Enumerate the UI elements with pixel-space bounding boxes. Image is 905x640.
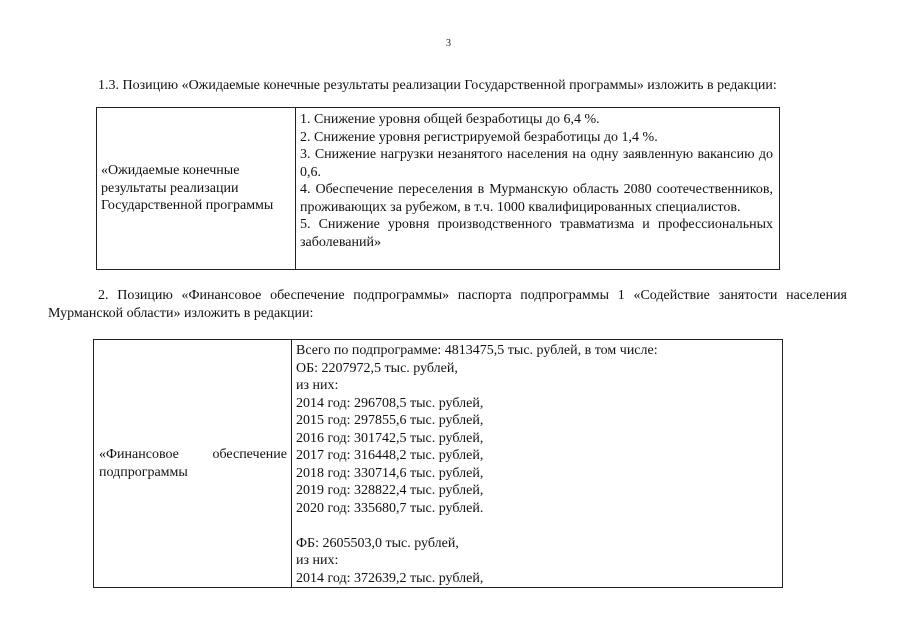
result-item-4: 4. Обеспечение переселения в Мурманскую область 2080 соотечественников, проживающих за рубежом, в т.ч. 1000 квалифицированных специалистов. xyxy=(300,182,773,215)
table-row xyxy=(94,340,783,588)
expected-results-label: «Ожидаемые конечные результаты реализации Государственной программы xyxy=(97,108,296,270)
table-row xyxy=(97,108,780,270)
ob-year-2017: 2017 год: 316448,2 тыс. рублей, xyxy=(296,448,484,463)
section-1-3-intro: 1.3. Позицию «Ожидаемые конечные результаты реализации Государственной программы» изложить в редакции: xyxy=(98,78,777,93)
result-item-3: 3. Снижение нагрузки незанятого населения на одну заявленную вакансию до 0,6. xyxy=(300,147,773,180)
result-item-2: 2. Снижение уровня регистрируемой безработицы до 1,4 %. xyxy=(300,129,658,145)
section-2-intro-text: 2. Позицию «Финансовое обеспечение подпрограммы» паспорта подпрограммы 1 «Содействие занятости населения Мурманской области» изложить в редакции: xyxy=(48,288,847,321)
expected-results-table xyxy=(96,107,780,270)
financing-fb-of-which: из них: xyxy=(296,553,339,568)
ob-year-2016: 2016 год: 301742,5 тыс. рублей, xyxy=(296,430,484,446)
result-item-5: 5. Снижение уровня производственного травматизма и профессиональных заболеваний» xyxy=(300,217,773,250)
financing-fb: ФБ: 2605503,0 тыс. рублей, xyxy=(296,535,459,551)
financing-label: «Финансовое обеспечение подпрограммы xyxy=(94,340,292,588)
financing-details xyxy=(292,340,783,588)
ob-year-2018: 2018 год: 330714,6 тыс. рублей, xyxy=(296,465,484,481)
fb-year-2014: 2014 год: 372639,2 тыс. рублей, xyxy=(296,570,484,586)
expected-results-items xyxy=(296,108,780,270)
section-2-intro xyxy=(48,287,847,323)
page-number: 3 xyxy=(446,38,451,49)
result-item-1: 1. Снижение уровня общей безработицы до 6,4 %. xyxy=(300,112,600,127)
financing-ob-of-which: из них: xyxy=(296,378,339,393)
financing-total: Всего по подпрограмме: 4813475,5 тыс. рублей, в том числе: xyxy=(296,343,658,358)
ob-year-2020: 2020 год: 335680,7 тыс. рублей. xyxy=(296,500,484,516)
financing-table xyxy=(93,339,783,588)
ob-year-2019: 2019 год: 328822,4 тыс. рублей, xyxy=(296,483,484,498)
ob-year-2014: 2014 год: 296708,5 тыс. рублей, xyxy=(296,395,484,411)
financing-ob: ОБ: 2207972,5 тыс. рублей, xyxy=(296,360,458,376)
ob-year-2015: 2015 год: 297855,6 тыс. рублей, xyxy=(296,413,484,428)
blank-line xyxy=(296,517,776,535)
